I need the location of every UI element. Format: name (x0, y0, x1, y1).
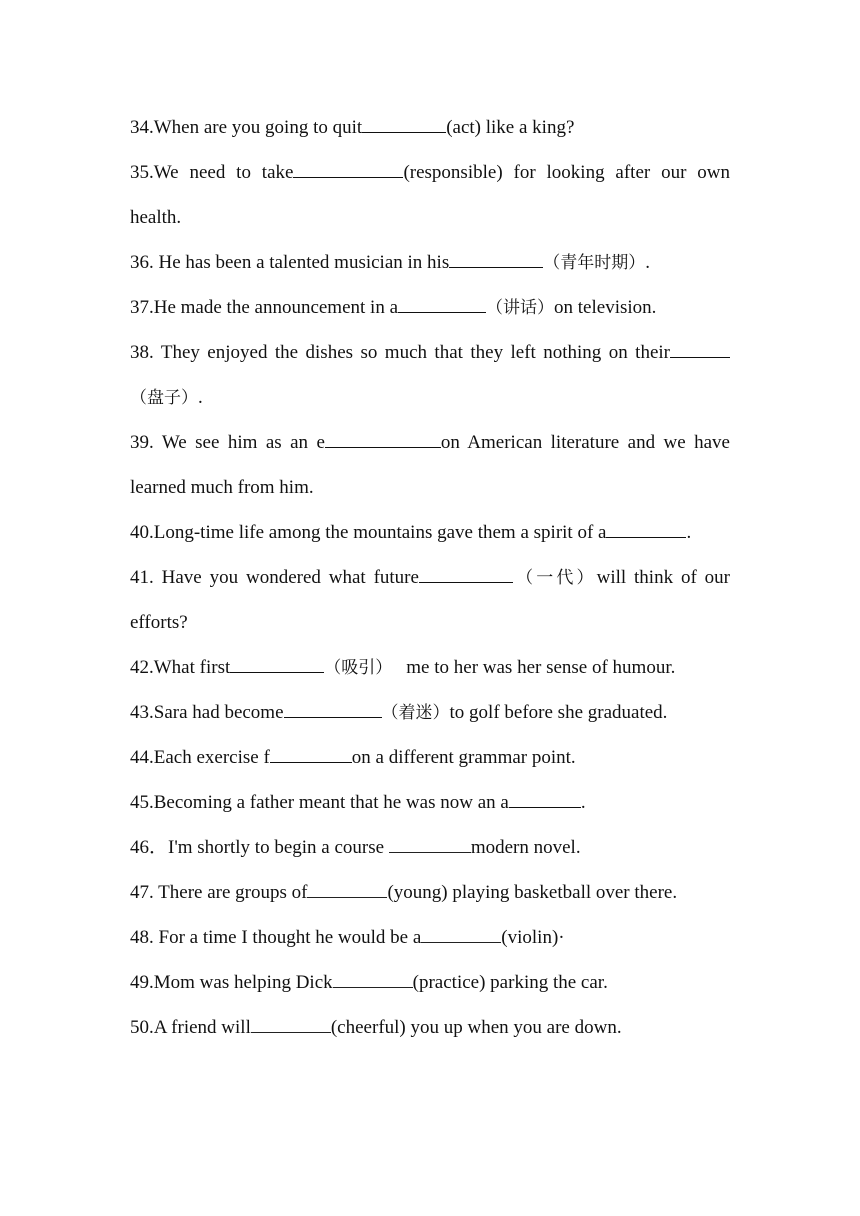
answer-blank[interactable] (284, 699, 382, 718)
answer-blank[interactable] (421, 924, 501, 943)
question-39: 39. We see him as an e on American literature and we have (130, 420, 730, 465)
question-37: 37.He made the announcement in a （讲话）on television. (130, 285, 730, 330)
answer-blank[interactable] (389, 834, 471, 853)
answer-blank[interactable] (362, 114, 446, 133)
answer-blank[interactable] (333, 969, 413, 988)
answer-blank[interactable] (398, 294, 486, 313)
question-50: 50.A friend will (cheerful) you up when you are down. (130, 1005, 730, 1050)
answer-blank[interactable] (670, 339, 730, 358)
answer-blank[interactable] (325, 429, 441, 448)
question-35: 35.We need to take (responsible) for looking after our own (130, 150, 730, 195)
answer-blank[interactable] (307, 879, 387, 898)
question-41-continued: efforts? (130, 612, 188, 633)
answer-blank[interactable] (449, 249, 543, 268)
question-46: 46．I'm shortly to begin a course modern novel. (130, 825, 730, 870)
question-40: 40.Long-time life among the mountains gave them a spirit of a . (130, 510, 730, 555)
answer-blank[interactable] (251, 1014, 331, 1033)
exercise-list (130, 105, 730, 1050)
question-38-continued: （盘子）. (130, 387, 203, 408)
question-47: 47. There are groups of (young) playing basketball over there. (130, 870, 730, 915)
question-44: 44.Each exercise f on a different grammar point. (130, 735, 730, 780)
question-48: 48. For a time I thought he would be a (violin)· (130, 915, 730, 960)
question-41: 41. Have you wondered what future （一代）will think of our (130, 555, 730, 600)
question-39-continued: learned much from him. (130, 477, 314, 498)
question-42: 42.What first （吸引） me to her was her sense of humour. (130, 645, 730, 690)
answer-blank[interactable] (270, 744, 352, 763)
question-38: 38. They enjoyed the dishes so much that they left nothing on their (130, 330, 730, 375)
question-43: 43.Sara had become （着迷）to golf before she graduated. (130, 690, 730, 735)
question-34: 34.When are you going to quit (act) like a king? (130, 105, 730, 150)
answer-blank[interactable] (419, 564, 513, 583)
answer-blank[interactable] (606, 519, 686, 538)
question-35-continued: health. (130, 207, 182, 228)
answer-blank[interactable] (230, 654, 324, 673)
question-45: 45.Becoming a father meant that he was now an a . (130, 780, 730, 825)
question-49: 49.Mom was helping Dick (practice) parking the car. (130, 960, 730, 1005)
question-36: 36. He has been a talented musician in his （青年时期）. (130, 240, 730, 285)
answer-blank[interactable] (509, 789, 581, 808)
answer-blank[interactable] (293, 159, 403, 178)
